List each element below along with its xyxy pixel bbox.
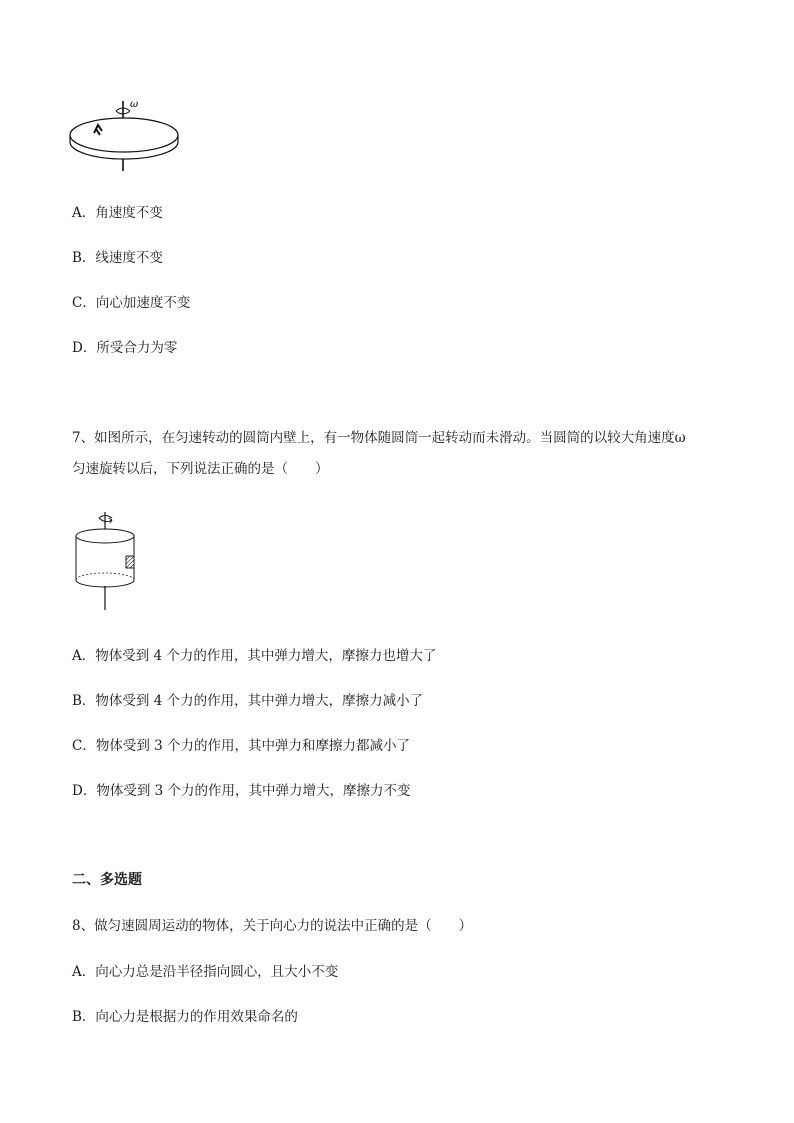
cylinder-diagram bbox=[72, 508, 142, 613]
turntable-diagram bbox=[66, 95, 186, 175]
q7-option-d: D．物体受到 3 个力的作用，其中弹力增大，摩擦力不变 bbox=[72, 783, 411, 799]
q8-stem: 8、做匀速圆周运动的物体，关于向心力的说法中正确的是（ ） bbox=[72, 918, 473, 934]
q6-option-c: C．向心加速度不变 bbox=[72, 295, 191, 311]
turntable-figure bbox=[66, 95, 186, 175]
q6-option-b: B．线速度不变 bbox=[72, 250, 163, 266]
q8-option-a: A．向心力总是沿半径指向圆心，且大小不变 bbox=[72, 964, 339, 980]
q7-stem-line1: 7、如图所示，在匀速转动的圆筒内壁上，有一物体随圆筒一起转动而未滑动。当圆筒的以较大角速度ω bbox=[72, 430, 686, 446]
q7-stem-line2: 匀速旋转以后，下列说法正确的是（ ） bbox=[72, 461, 329, 477]
q8-option-b: B．向心力是根据力的作用效果命名的 bbox=[72, 1009, 298, 1025]
cylinder-figure bbox=[72, 508, 142, 613]
section-heading: 二、多选题 bbox=[72, 872, 142, 888]
q6-option-a: A．角速度不变 bbox=[72, 205, 163, 221]
q7-option-c: C．物体受到 3 个力的作用，其中弹力和摩擦力都减小了 bbox=[72, 738, 411, 754]
q7-option-b: B．物体受到 4 个力的作用，其中弹力增大，摩擦力减小了 bbox=[72, 693, 424, 709]
q6-option-d: D．所受合力为零 bbox=[72, 340, 178, 356]
omega-label: ω bbox=[130, 99, 139, 110]
q7-option-a: A．物体受到 4 个力的作用，其中弹力增大，摩擦力也增大了 bbox=[72, 648, 437, 664]
